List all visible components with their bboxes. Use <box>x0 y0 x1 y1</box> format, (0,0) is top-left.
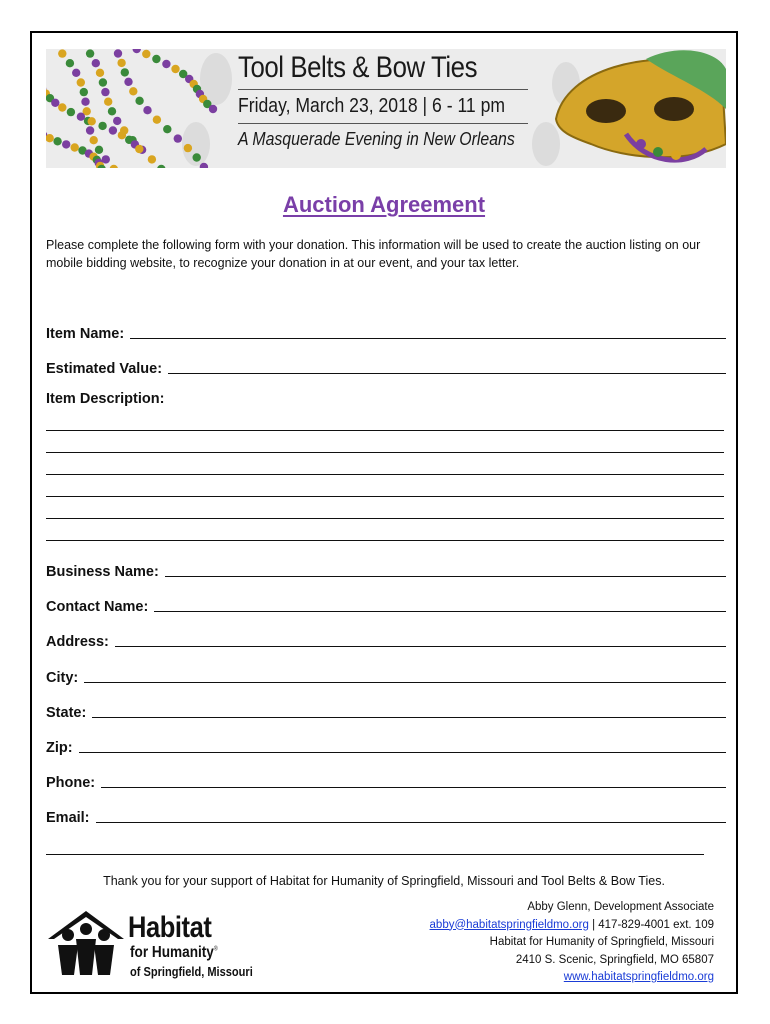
bead <box>66 59 74 67</box>
form-heading: Auction Agreement <box>282 192 486 217</box>
item-description-line[interactable] <box>46 430 724 431</box>
bead <box>118 131 126 139</box>
contact-name-label: Contact Name: <box>46 599 149 615</box>
form-intro: Please complete the following form with your donation. This information will be used to create the auction listing on our mobile bidding website, to recognize your donation in at our event, and your tax letter. <box>46 238 701 270</box>
bead <box>81 98 89 106</box>
bead <box>99 78 107 86</box>
contact-block <box>430 899 714 987</box>
address-line[interactable] <box>115 644 726 647</box>
item-description-line[interactable] <box>46 496 724 497</box>
event-title: Tool Belts & Bow Ties <box>238 51 478 84</box>
habitat-logo <box>46 899 276 989</box>
estimated-value-field[interactable] <box>46 355 726 377</box>
contact-email-phone <box>430 917 714 935</box>
bead <box>62 140 70 148</box>
bead <box>110 165 118 168</box>
bead <box>109 126 117 134</box>
contact-email-link[interactable]: abby@habitatspringfieldmo.org <box>429 918 589 931</box>
logo-word: Habitat <box>128 911 212 944</box>
bead <box>88 117 96 125</box>
bead <box>133 49 141 53</box>
bead <box>86 49 94 57</box>
trademark-mark: ® <box>213 946 218 953</box>
masquerade-mask-icon <box>556 50 726 160</box>
bead <box>86 126 94 134</box>
phone-label: Phone: <box>46 775 96 791</box>
bead <box>157 165 165 168</box>
state-field[interactable] <box>46 699 726 721</box>
address-field[interactable] <box>46 628 726 650</box>
item-name-line[interactable] <box>130 336 726 339</box>
bead <box>162 60 170 68</box>
bead <box>58 103 66 111</box>
contact-name-line[interactable] <box>154 609 726 612</box>
bead <box>101 88 109 96</box>
zip-field[interactable] <box>46 734 726 756</box>
bead <box>67 108 75 116</box>
divider <box>238 123 528 124</box>
bead <box>77 113 85 121</box>
bead <box>143 106 151 114</box>
bead <box>135 97 143 105</box>
phone-field[interactable] <box>46 769 726 791</box>
bead <box>129 87 137 95</box>
bead <box>153 116 161 124</box>
bead <box>148 155 156 163</box>
address-label: Address: <box>46 634 109 650</box>
bead <box>51 99 59 107</box>
bead <box>96 69 104 77</box>
estimated-value-label: Estimated Value: <box>46 361 163 377</box>
contact-org: Habitat for Humanity of Springfield, Missouri <box>489 936 714 948</box>
city-field[interactable] <box>46 664 726 686</box>
contact-name-field[interactable] <box>46 593 726 615</box>
item-description-line[interactable] <box>46 540 724 541</box>
item-description-line[interactable] <box>46 518 724 519</box>
website-link[interactable]: www.habitatspringfieldmo.org <box>563 971 714 983</box>
zip-label: Zip: <box>46 740 73 756</box>
contact-name: Abby Glenn, Development Associate <box>527 901 714 913</box>
city-line[interactable] <box>84 680 726 683</box>
item-name-field[interactable] <box>46 320 726 342</box>
item-name-label: Item Name: <box>46 326 125 342</box>
email-line[interactable] <box>96 820 726 823</box>
bead <box>184 144 192 152</box>
event-subtitle: A Masquerade Evening in New Orleans <box>238 129 515 149</box>
bead <box>98 122 106 130</box>
bead <box>193 153 201 161</box>
bead <box>108 107 116 115</box>
bead <box>72 69 80 77</box>
bead <box>124 78 132 86</box>
bead <box>142 50 150 58</box>
bead <box>171 65 179 73</box>
bead <box>95 146 103 154</box>
bead <box>58 49 66 57</box>
bead <box>113 117 121 125</box>
phone-line[interactable] <box>101 785 726 788</box>
logo-line-2: of Springfield, Missouri <box>130 964 253 979</box>
bead <box>163 125 171 133</box>
habitat-house-people-icon <box>46 909 126 979</box>
bead <box>104 98 112 106</box>
item-description-line[interactable] <box>46 452 724 453</box>
bead <box>71 143 79 151</box>
bead <box>46 134 54 142</box>
bead <box>92 59 100 67</box>
zip-line[interactable] <box>79 750 726 753</box>
state-label: State: <box>46 705 87 721</box>
event-date: Friday, March 23, 2018 | 6 - 11 pm <box>238 95 506 117</box>
estimated-value-line[interactable] <box>168 371 726 374</box>
bead <box>77 78 85 86</box>
page-frame <box>30 31 738 994</box>
bead <box>152 55 160 63</box>
business-name-line[interactable] <box>165 574 726 577</box>
bead <box>114 49 122 57</box>
divider <box>238 89 528 90</box>
bead <box>80 88 88 96</box>
city-label: City: <box>46 670 79 686</box>
thank-you-note: Thank you for your support of Habitat for Humanity of Springfield, Missouri and Tool Belts & Bow Ties. <box>103 874 665 888</box>
bead <box>135 145 143 153</box>
bead <box>117 59 125 67</box>
logo-line-1: for Humanity® <box>130 944 218 961</box>
business-name-label: Business Name: <box>46 564 159 580</box>
contact-address: 2410 S. Scenic, Springfield, MO 65807 <box>515 953 714 966</box>
bead <box>174 134 182 142</box>
event-banner <box>46 49 726 168</box>
bead <box>53 137 61 145</box>
email-label: Email: <box>46 810 90 826</box>
item-description-label: Item Description: <box>46 391 165 407</box>
contact-phone: | 417-829-4001 ext. 109 <box>588 918 714 931</box>
email-field[interactable] <box>46 804 726 826</box>
bead <box>90 136 98 144</box>
extra-line[interactable] <box>46 854 704 855</box>
state-line[interactable] <box>92 715 726 718</box>
business-name-field[interactable] <box>46 558 726 580</box>
bead <box>121 68 129 76</box>
item-description-line[interactable] <box>46 474 724 475</box>
bead <box>209 105 217 113</box>
